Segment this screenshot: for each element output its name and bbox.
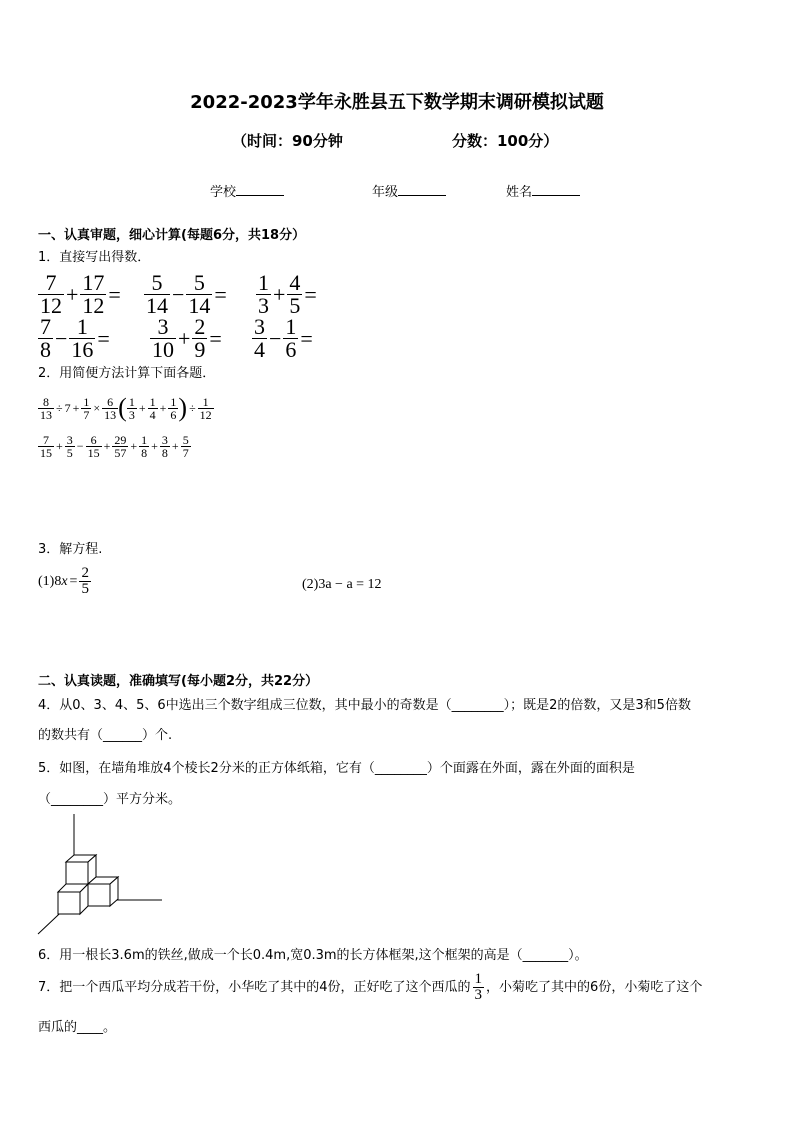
question-4-line1: 4．从0、3、4、5、6中选出三个数字组成三位数，其中最小的奇数是（________）；既是2的倍数，又是3和5倍数 xyxy=(38,698,691,713)
question-3: 3．解方程. xyxy=(38,542,103,557)
q1-expr-e: $\frac{3}{10}$ + $\frac{2}{9}$ = xyxy=(152,314,222,362)
question-4-line2: 的数共有（______）个. xyxy=(38,728,173,743)
exam-time: （时间：90分钟 xyxy=(232,132,343,150)
grade-field[interactable] xyxy=(372,181,446,200)
q1-expr-d: $\frac{7}{8}$ − $\frac{1}{16}$ = xyxy=(40,314,110,362)
cube-stack-figure xyxy=(36,812,166,936)
q1-expr-a: $\frac{7}{12}$ + $\frac{17}{12}$ = xyxy=(40,270,121,318)
name-field[interactable] xyxy=(506,181,580,200)
section2-heading: 二、认真读题，准确填写(每小题2分，共22分） xyxy=(38,674,319,689)
q3-equation-2: (2) 3a − a = 12 xyxy=(302,577,382,592)
q3-equation-1: (1) 8 x = $\frac{2}{5}$ xyxy=(38,565,89,597)
school-field[interactable] xyxy=(210,181,284,200)
name-label: 姓名 xyxy=(506,185,533,200)
top-cube-front xyxy=(66,862,88,884)
q2-expr-1: $\frac{8}{13}$ ÷ 7 + $\frac{1}{7}$ × $\frac{6}{13}$ ( $\frac{1}{3}$ + $\frac{1}{4}$ + $\frac{1}{6}$ ) ÷ $\frac{1}{12}$ xyxy=(40,393,212,422)
question-5-line1: 5．如图，在墙角堆放4个棱长2分米的正方体纸箱，它有（________）个面露在外面，露在外面的面积是 xyxy=(38,761,635,776)
q1-expr-c: $\frac{1}{3}$ + $\frac{4}{5}$ = xyxy=(258,270,317,318)
q1-expr-f: $\frac{3}{4}$ − $\frac{1}{6}$ = xyxy=(254,314,313,362)
grade-label: 年级 xyxy=(372,185,399,200)
page-title: 2022-2023学年永胜县五下数学期末调研模拟试题 xyxy=(190,92,604,113)
question-1: 1．直接写出得数． xyxy=(38,250,151,265)
question-7-line2: 西瓜的____。 xyxy=(38,1020,117,1035)
q2-expr-2: $\frac{7}{15}$ + $\frac{3}{5}$ − $\frac{6}{15}$ + $\frac{29}{57}$ + $\frac{1}{8}$ + $\frac{3}{8}$ + $\frac{5}{7}$ xyxy=(40,433,189,460)
question-7-line1: 7．把一个西瓜平均分成若干份，小华吃了其中的4份，正好吃了这个西瓜的 $\frac{1}{3}$ ，小菊吃了其中的6份，小菊吃了这个 xyxy=(38,971,703,1003)
section1-heading: 一、认真审题，细心计算(每题6分，共18分） xyxy=(38,228,306,243)
school-label: 学校 xyxy=(210,185,237,200)
q1-expr-b: $\frac{5}{14}$ − $\frac{5}{14}$ = xyxy=(146,270,227,318)
exam-score: 分数：100分） xyxy=(452,132,559,150)
question-6: 6．用一根长3.6m的铁丝,做成一个长0.4m,宽0.3m的长方体框架,这个框架的高是（_______）。 xyxy=(38,948,588,963)
question-2: 2．用简便方法计算下面各题． xyxy=(38,366,216,381)
left-cube-front xyxy=(58,892,80,914)
question-5-line2: （________）平方分米。 xyxy=(38,792,182,807)
right-cube-front xyxy=(88,884,110,906)
